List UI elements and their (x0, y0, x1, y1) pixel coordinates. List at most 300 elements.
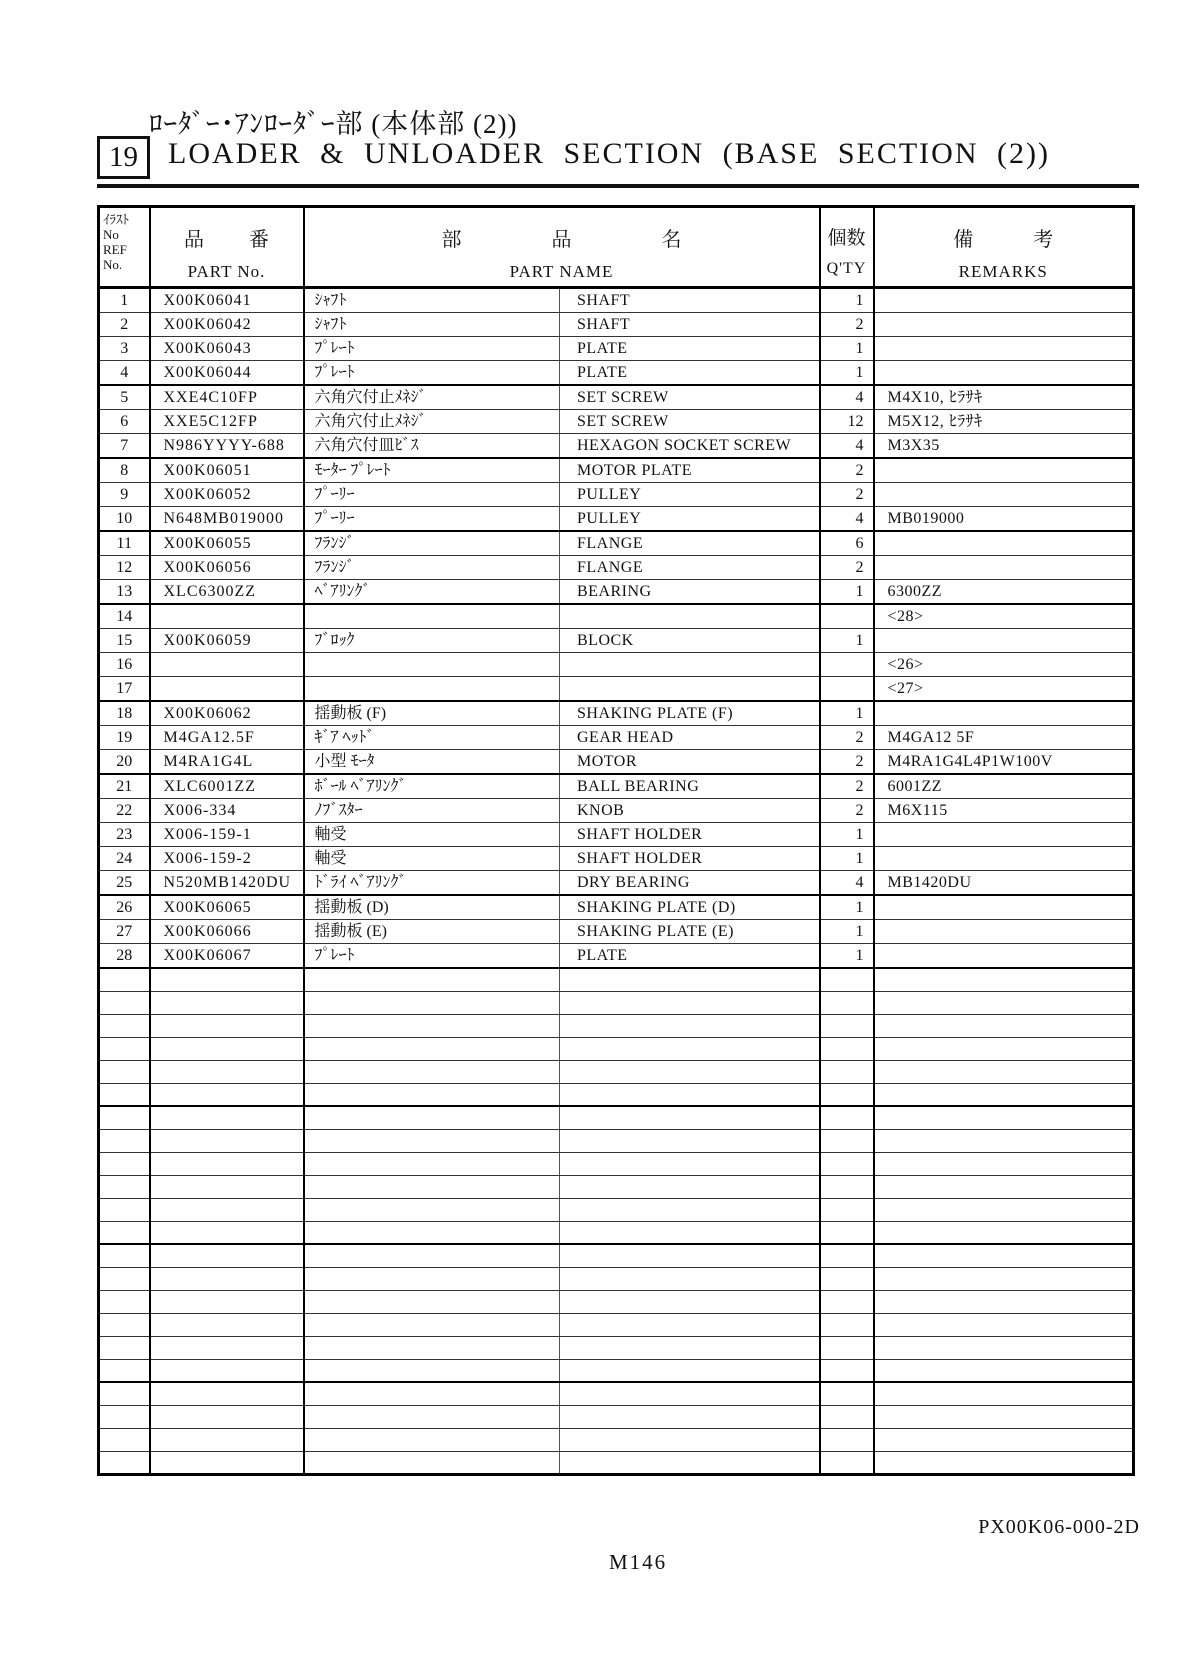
part-no-cell: XLC6300ZZ (150, 580, 304, 605)
qty-cell: 1 (820, 847, 874, 871)
part-name-jp-cell: 軸受 (304, 823, 560, 847)
remarks-cell (874, 1152, 1134, 1175)
remarks-cell (874, 1290, 1134, 1313)
ref-no-cell: 22 (99, 799, 150, 823)
qty-cell: 2 (820, 458, 874, 483)
part-no-cell (150, 1428, 304, 1451)
part-name-jp-cell (304, 1129, 560, 1152)
header-remarks-jp: 備 考 (953, 229, 1054, 251)
section-number: 19 (109, 141, 138, 173)
part-name-jp-cell (304, 1106, 560, 1129)
part-name-en-cell: SET SCREW (560, 385, 820, 410)
part-no-cell (150, 1037, 304, 1060)
ref-no-cell: 20 (99, 750, 150, 775)
part-no-cell: X00K06055 (150, 531, 304, 556)
remarks-cell (874, 483, 1134, 507)
part-name-en-cell: KNOB (560, 799, 820, 823)
part-no-cell: X00K06044 (150, 361, 304, 386)
header-part-name (304, 207, 820, 288)
qty-cell (820, 1267, 874, 1290)
part-no-cell (150, 604, 304, 629)
part-name-en-cell: SHAFT HOLDER (560, 823, 820, 847)
part-no-cell: X00K06051 (150, 458, 304, 483)
part-name-en-cell (560, 1359, 820, 1382)
table-row (99, 653, 1134, 677)
part-name-en-cell (560, 604, 820, 629)
footer-page-number: M146 (609, 1550, 668, 1574)
remarks-cell (874, 1037, 1134, 1060)
empty-table-row (99, 1382, 1134, 1405)
qty-cell (820, 1152, 874, 1175)
remarks-cell: M3X35 (874, 434, 1134, 459)
part-no-cell: X00K06043 (150, 337, 304, 361)
remarks-cell (874, 1083, 1134, 1106)
part-name-en-cell: SET SCREW (560, 410, 820, 434)
part-name-jp-cell: ﾄﾞﾗｲ ﾍﾞｱﾘﾝｸﾞ (304, 871, 560, 896)
qty-cell: 4 (820, 385, 874, 410)
ref-no-cell: 15 (99, 629, 150, 653)
part-no-cell: X006-334 (150, 799, 304, 823)
ref-no-cell: 14 (99, 604, 150, 629)
remarks-cell (874, 1313, 1134, 1336)
table-row (99, 629, 1134, 653)
part-name-jp-cell (304, 653, 560, 677)
part-name-jp-cell (304, 1313, 560, 1336)
remarks-cell (874, 847, 1134, 871)
ref-no-cell: 19 (99, 726, 150, 750)
qty-cell (820, 1451, 874, 1474)
table-row (99, 677, 1134, 702)
part-no-cell (150, 1083, 304, 1106)
ref-no-cell (99, 1175, 150, 1198)
part-name-jp-cell (304, 1428, 560, 1451)
table-row (99, 750, 1134, 775)
part-no-cell: XXE5C12FP (150, 410, 304, 434)
part-no-cell (150, 1106, 304, 1129)
ref-no-cell (99, 1382, 150, 1405)
table-row (99, 361, 1134, 386)
remarks-cell: M4GA12 5F (874, 726, 1134, 750)
part-name-en-cell: SHAKING PLATE (F) (560, 701, 820, 726)
empty-table-row (99, 968, 1134, 991)
part-name-jp-cell (304, 677, 560, 702)
header-part-no-en: PART No. (187, 262, 266, 281)
ref-no-cell: 7 (99, 434, 150, 459)
qty-cell (820, 653, 874, 677)
part-name-en-cell (560, 1198, 820, 1221)
table-row (99, 337, 1134, 361)
part-no-cell: X00K06066 (150, 920, 304, 944)
empty-table-row (99, 1106, 1134, 1129)
part-name-jp-cell: 揺動板 (F) (304, 701, 560, 726)
parts-table-body (99, 288, 1134, 1475)
part-no-cell (150, 1382, 304, 1405)
part-name-en-cell (560, 991, 820, 1014)
empty-table-row (99, 1198, 1134, 1221)
part-no-cell: M4GA12.5F (150, 726, 304, 750)
qty-cell: 4 (820, 507, 874, 532)
ref-no-cell: 16 (99, 653, 150, 677)
part-name-jp-cell: ﾌﾟﾚｰﾄ (304, 944, 560, 969)
part-name-jp-cell (304, 1405, 560, 1428)
qty-cell: 6 (820, 531, 874, 556)
remarks-cell (874, 944, 1134, 969)
ref-no-cell (99, 991, 150, 1014)
table-row (99, 895, 1134, 920)
part-name-en-cell (560, 653, 820, 677)
part-name-en-cell: BALL BEARING (560, 774, 820, 799)
part-name-en-cell (560, 1221, 820, 1244)
ref-no-cell (99, 1428, 150, 1451)
footer-doc-number: PX00K06-000-2D (978, 1516, 1140, 1538)
part-no-cell (150, 1359, 304, 1382)
part-no-cell (150, 677, 304, 702)
part-no-cell (150, 1290, 304, 1313)
remarks-cell (874, 1244, 1134, 1267)
part-name-jp-cell (304, 1359, 560, 1382)
part-name-jp-cell (304, 1336, 560, 1359)
remarks-cell: 6001ZZ (874, 774, 1134, 799)
part-name-en-cell (560, 1060, 820, 1083)
header-part-no-jp: 品 番 (184, 229, 269, 251)
ref-no-cell: 2 (99, 313, 150, 337)
ref-no-cell: 24 (99, 847, 150, 871)
qty-cell (820, 1014, 874, 1037)
ref-no-cell: 27 (99, 920, 150, 944)
remarks-cell (874, 823, 1134, 847)
qty-cell (820, 1198, 874, 1221)
part-name-en-cell: MOTOR PLATE (560, 458, 820, 483)
ref-no-cell: 4 (99, 361, 150, 386)
part-name-jp-cell: ｼｬﾌﾄ (304, 313, 560, 337)
table-row (99, 847, 1134, 871)
ref-no-cell (99, 1037, 150, 1060)
qty-cell (820, 1106, 874, 1129)
empty-table-row (99, 1313, 1134, 1336)
empty-table-row (99, 1244, 1134, 1267)
table-row (99, 726, 1134, 750)
part-name-jp-cell: 六角穴付止ﾒﾈｼﾞ (304, 385, 560, 410)
qty-cell: 2 (820, 556, 874, 580)
qty-cell: 1 (820, 337, 874, 361)
remarks-cell (874, 1451, 1134, 1474)
part-name-en-cell (560, 1382, 820, 1405)
table-row (99, 920, 1134, 944)
remarks-cell: MB1420DU (874, 871, 1134, 896)
empty-table-row (99, 1129, 1134, 1152)
qty-cell: 2 (820, 313, 874, 337)
qty-cell (820, 1244, 874, 1267)
ref-no-cell: 18 (99, 701, 150, 726)
part-no-cell: X00K06062 (150, 701, 304, 726)
remarks-cell (874, 556, 1134, 580)
header-remarks-en: REMARKS (958, 262, 1048, 281)
remarks-cell: M4X10, ﾋﾗｻｷ (874, 385, 1134, 410)
part-name-jp-cell (304, 1014, 560, 1037)
ref-no-cell: 8 (99, 458, 150, 483)
empty-table-row (99, 1014, 1134, 1037)
ref-no-cell: 10 (99, 507, 150, 532)
qty-cell (820, 1382, 874, 1405)
table-row (99, 531, 1134, 556)
part-no-cell: N986YYYY-688 (150, 434, 304, 459)
remarks-cell (874, 1405, 1134, 1428)
ref-no-cell: 13 (99, 580, 150, 605)
part-name-jp-cell: ﾌﾟﾚｰﾄ (304, 361, 560, 386)
ref-no-cell: 9 (99, 483, 150, 507)
part-no-cell (150, 1405, 304, 1428)
part-no-cell (150, 1152, 304, 1175)
qty-cell: 1 (820, 944, 874, 969)
remarks-cell (874, 968, 1134, 991)
part-no-cell: X006-159-1 (150, 823, 304, 847)
remarks-cell (874, 1129, 1134, 1152)
part-name-en-cell (560, 1175, 820, 1198)
remarks-cell (874, 920, 1134, 944)
header-ref-no (99, 207, 150, 288)
part-name-en-cell: SHAKING PLATE (D) (560, 895, 820, 920)
table-row (99, 556, 1134, 580)
part-name-jp-cell (304, 1198, 560, 1221)
remarks-cell (874, 361, 1134, 386)
ref-no-cell (99, 1198, 150, 1221)
part-name-jp-cell: 揺動板 (E) (304, 920, 560, 944)
part-name-en-cell (560, 677, 820, 702)
table-row (99, 385, 1134, 410)
ref-no-cell (99, 1290, 150, 1313)
qty-cell (820, 1175, 874, 1198)
qty-cell (820, 677, 874, 702)
table-row (99, 823, 1134, 847)
header-ref-line4: No. (103, 257, 123, 272)
part-no-cell (150, 1313, 304, 1336)
table-row (99, 871, 1134, 896)
part-name-en-cell (560, 1290, 820, 1313)
part-name-jp-cell: ﾌﾗﾝｼﾞ (304, 531, 560, 556)
part-no-cell: N648MB019000 (150, 507, 304, 532)
empty-table-row (99, 1221, 1134, 1244)
part-no-cell (150, 1175, 304, 1198)
qty-cell (820, 604, 874, 629)
empty-table-row (99, 1037, 1134, 1060)
part-name-en-cell (560, 1336, 820, 1359)
qty-cell: 2 (820, 774, 874, 799)
remarks-cell: M4RA1G4L4P1W100V (874, 750, 1134, 775)
part-no-cell: X00K06065 (150, 895, 304, 920)
qty-cell (820, 1313, 874, 1336)
part-name-jp-cell (304, 1290, 560, 1313)
part-name-en-cell (560, 1451, 820, 1474)
remarks-cell (874, 1014, 1134, 1037)
part-name-jp-cell (304, 1221, 560, 1244)
qty-cell: 4 (820, 871, 874, 896)
empty-table-row (99, 1175, 1134, 1198)
part-no-cell: X00K06041 (150, 288, 304, 313)
ref-no-cell (99, 968, 150, 991)
table-row (99, 774, 1134, 799)
part-no-cell (150, 968, 304, 991)
remarks-cell (874, 1221, 1134, 1244)
part-no-cell: M4RA1G4L (150, 750, 304, 775)
part-name-en-cell: PLATE (560, 944, 820, 969)
part-name-en-cell: FLANGE (560, 531, 820, 556)
ref-no-cell (99, 1313, 150, 1336)
remarks-cell: M5X12, ﾋﾗｻｷ (874, 410, 1134, 434)
part-name-en-cell (560, 1106, 820, 1129)
part-name-en-cell: PULLEY (560, 507, 820, 532)
qty-cell: 12 (820, 410, 874, 434)
table-row (99, 604, 1134, 629)
table-row (99, 434, 1134, 459)
qty-cell (820, 1336, 874, 1359)
part-name-jp-cell: ﾍﾞｱﾘﾝｸﾞ (304, 580, 560, 605)
remarks-cell: <27> (874, 677, 1134, 702)
ref-no-cell: 11 (99, 531, 150, 556)
table-row (99, 483, 1134, 507)
qty-cell: 1 (820, 288, 874, 313)
table-row (99, 288, 1134, 313)
part-name-jp-cell (304, 1267, 560, 1290)
remarks-cell: 6300ZZ (874, 580, 1134, 605)
table-row (99, 507, 1134, 532)
header-qty-en: Q'TY (826, 260, 867, 277)
header-qty-jp: 個数 (827, 228, 866, 249)
part-name-en-cell: GEAR HEAD (560, 726, 820, 750)
remarks-cell (874, 458, 1134, 483)
part-name-en-cell: HEXAGON SOCKET SCREW (560, 434, 820, 459)
part-no-cell: X006-159-2 (150, 847, 304, 871)
part-no-cell (150, 1267, 304, 1290)
qty-cell (820, 1083, 874, 1106)
title-japanese: ﾛｰﾀﾞｰ･ｱﾝﾛｰﾀﾞｰ部 (本体部 (2)) (149, 109, 518, 139)
remarks-cell (874, 629, 1134, 653)
part-name-jp-cell (304, 968, 560, 991)
part-name-en-cell: DRY BEARING (560, 871, 820, 896)
table-row (99, 701, 1134, 726)
part-name-jp-cell (304, 1244, 560, 1267)
remarks-cell (874, 1428, 1134, 1451)
empty-table-row (99, 991, 1134, 1014)
part-name-en-cell: BEARING (560, 580, 820, 605)
part-no-cell (150, 1221, 304, 1244)
part-no-cell (150, 1451, 304, 1474)
qty-cell (820, 991, 874, 1014)
qty-cell: 2 (820, 799, 874, 823)
ref-no-cell (99, 1336, 150, 1359)
part-name-jp-cell: ﾓｰﾀｰ ﾌﾟﾚｰﾄ (304, 458, 560, 483)
qty-cell (820, 968, 874, 991)
part-name-jp-cell (304, 1152, 560, 1175)
part-name-jp-cell: ﾌﾟﾚｰﾄ (304, 337, 560, 361)
empty-table-row (99, 1405, 1134, 1428)
ref-no-cell (99, 1405, 150, 1428)
part-name-en-cell: MOTOR (560, 750, 820, 775)
part-name-en-cell (560, 1152, 820, 1175)
part-name-en-cell: SHAFT HOLDER (560, 847, 820, 871)
empty-table-row (99, 1290, 1134, 1313)
part-no-cell (150, 653, 304, 677)
ref-no-cell (99, 1267, 150, 1290)
ref-no-cell (99, 1083, 150, 1106)
ref-no-cell (99, 1244, 150, 1267)
part-name-jp-cell (304, 1382, 560, 1405)
part-no-cell (150, 1129, 304, 1152)
qty-cell (820, 1221, 874, 1244)
remarks-cell: MB019000 (874, 507, 1134, 532)
part-no-cell (150, 1060, 304, 1083)
qty-cell: 1 (820, 580, 874, 605)
part-name-jp-cell (304, 1083, 560, 1106)
qty-cell (820, 1359, 874, 1382)
header-part-name-en: PART NAME (509, 262, 614, 281)
empty-table-row (99, 1428, 1134, 1451)
ref-no-cell: 3 (99, 337, 150, 361)
ref-no-cell: 5 (99, 385, 150, 410)
table-row (99, 410, 1134, 434)
remarks-cell (874, 337, 1134, 361)
part-name-jp-cell: ﾌﾟｰﾘｰ (304, 507, 560, 532)
qty-cell: 1 (820, 701, 874, 726)
section-number-box (97, 136, 150, 179)
part-no-cell: N520MB1420DU (150, 871, 304, 896)
part-no-cell: X00K06052 (150, 483, 304, 507)
empty-table-row (99, 1083, 1134, 1106)
ref-no-cell (99, 1129, 150, 1152)
remarks-cell (874, 1106, 1134, 1129)
empty-table-row (99, 1060, 1134, 1083)
qty-cell: 1 (820, 920, 874, 944)
part-name-en-cell (560, 1428, 820, 1451)
part-name-jp-cell: ﾉﾌﾞｽﾀｰ (304, 799, 560, 823)
parts-table-header (99, 207, 1134, 288)
part-name-jp-cell (304, 1037, 560, 1060)
part-no-cell: X00K06042 (150, 313, 304, 337)
header-ref-line3: REF (103, 242, 127, 257)
remarks-cell (874, 1267, 1134, 1290)
qty-cell (820, 1129, 874, 1152)
part-no-cell (150, 1244, 304, 1267)
header-qty (820, 207, 874, 288)
title-underline (97, 184, 1139, 188)
qty-cell: 1 (820, 361, 874, 386)
empty-table-row (99, 1451, 1134, 1474)
part-name-en-cell: PLATE (560, 337, 820, 361)
remarks-cell (874, 288, 1134, 313)
part-name-en-cell: SHAFT (560, 313, 820, 337)
ref-no-cell (99, 1359, 150, 1382)
part-name-en-cell (560, 1405, 820, 1428)
empty-table-row (99, 1152, 1134, 1175)
ref-no-cell: 23 (99, 823, 150, 847)
ref-no-cell: 6 (99, 410, 150, 434)
part-name-jp-cell: ﾌﾟｰﾘｰ (304, 483, 560, 507)
remarks-cell (874, 531, 1134, 556)
remarks-cell (874, 701, 1134, 726)
remarks-cell: <26> (874, 653, 1134, 677)
ref-no-cell (99, 1451, 150, 1474)
part-name-en-cell (560, 1014, 820, 1037)
part-name-jp-cell: 六角穴付皿ﾋﾞｽ (304, 434, 560, 459)
part-name-jp-cell (304, 604, 560, 629)
empty-table-row (99, 1359, 1134, 1382)
ref-no-cell: 28 (99, 944, 150, 969)
part-name-jp-cell: ﾎﾞｰﾙ ﾍﾞｱﾘﾝｸﾞ (304, 774, 560, 799)
qty-cell (820, 1037, 874, 1060)
part-name-jp-cell: 軸受 (304, 847, 560, 871)
table-row (99, 944, 1134, 969)
remarks-cell (874, 1359, 1134, 1382)
part-no-cell: XLC6001ZZ (150, 774, 304, 799)
